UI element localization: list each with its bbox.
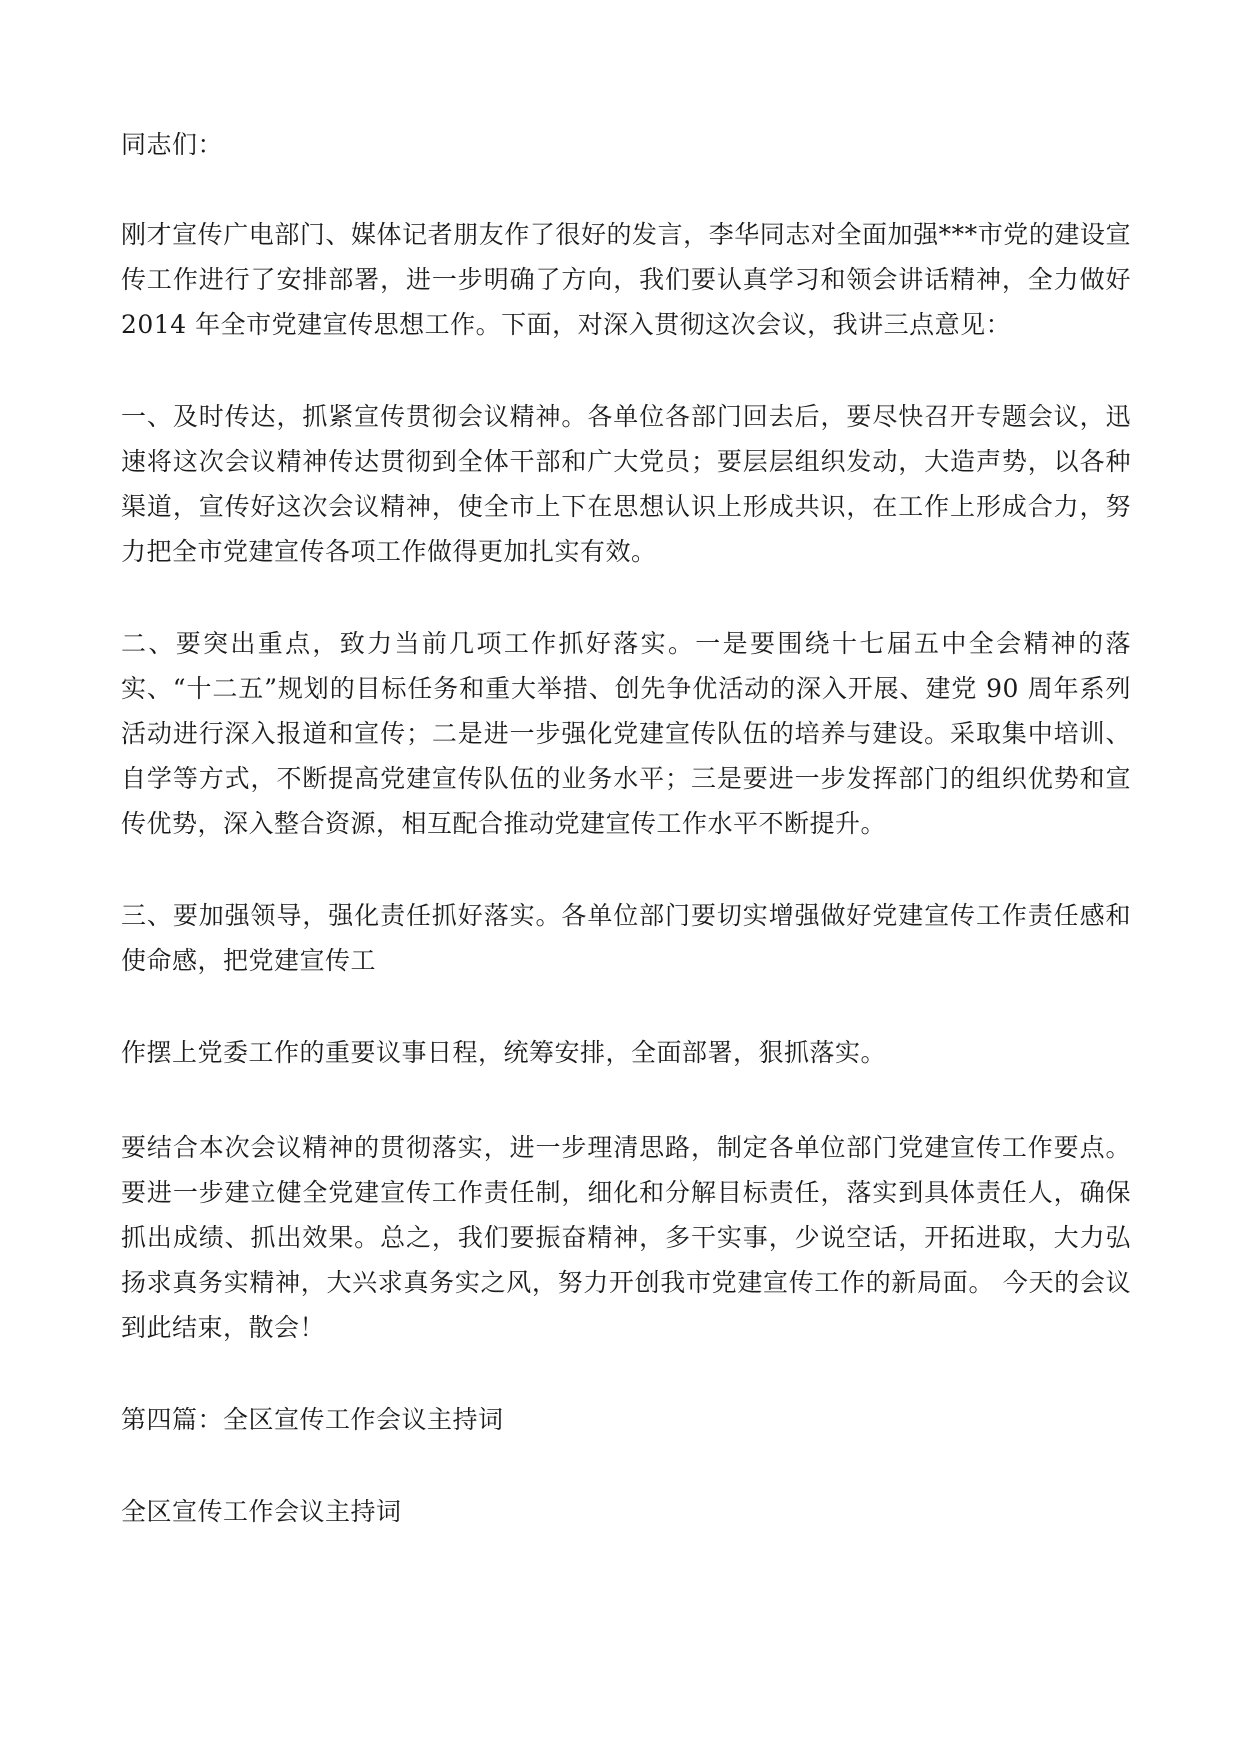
paragraph-intro: 刚才宣传广电部门、媒体记者朋友作了很好的发言，李华同志对全面加强***市党的建设宣传工作进行了安排部署，进一步明确了方向，我们要认真学习和领会讲话精神，全力做好 2014 年全市党建宣传思想工作。下面，对深入贯彻这次会议，我讲三点意见： — [121, 220, 1131, 339]
paragraph-closing: 要结合本次会议精神的贯彻落实，进一步理清思路，制定各单位部门党建宣传工作要点。要进一步建立健全党建宣传工作责任制，细化和分解目标责任，落实到具体责任人，确保抓出成绩、抓出效果。总之，我们要振奋精神，多干实事，少说空话，开拓进取，大力弘扬求真务实精神，大兴求真务实之风，努力开创我市党建宣传工作的新局面。 今天的会议到此结束，散会！ — [121, 1133, 1131, 1342]
paragraph-point-two: 二、要突出重点，致力当前几项工作抓好落实。一是要围绕十七届五中全会精神的落实、“十二五”规划的目标任务和重大举措、创先争优活动的深入开展、建党 90 周年系列活动进行深入报道和宣传；二是进一步强化党建宣传队伍的培养与建设。采取集中培训、自学等方式，不断提高党建宣传队伍的业务水平；三是要进一步发挥部门的组织优势和宣传优势，深入整合资源，相互配合推动党建宣传工作水平不断提升。 — [121, 629, 1131, 838]
document-page — [121, 122, 1131, 1534]
paragraph-point-three: 三、要加强领导，强化责任抓好落实。各单位部门要切实增强做好党建宣传工作责任感和使命感，把党建宣传工 — [121, 901, 1131, 975]
greeting: 同志们： — [121, 130, 224, 159]
section-title: 全区宣传工作会议主持词 — [121, 1497, 402, 1526]
paragraph-point-one: 一、及时传达，抓紧宣传贯彻会议精神。各单位各部门回去后，要尽快召开专题会议，迅速将这次会议精神传达贯彻到全体干部和广大党员；要层层组织发动，大造声势，以各种渠道，宣传好这次会议精神，使全市上下在思想认识上形成共识，在工作上形成合力，努力把全市党建宣传各项工作做得更加扎实有效。 — [121, 402, 1131, 566]
section-heading: 第四篇：全区宣传工作会议主持词 — [121, 1405, 504, 1434]
paragraph-point-three-continued: 作摆上党委工作的重要议事日程，统筹安排，全面部署，狠抓落实。 — [121, 1038, 887, 1067]
